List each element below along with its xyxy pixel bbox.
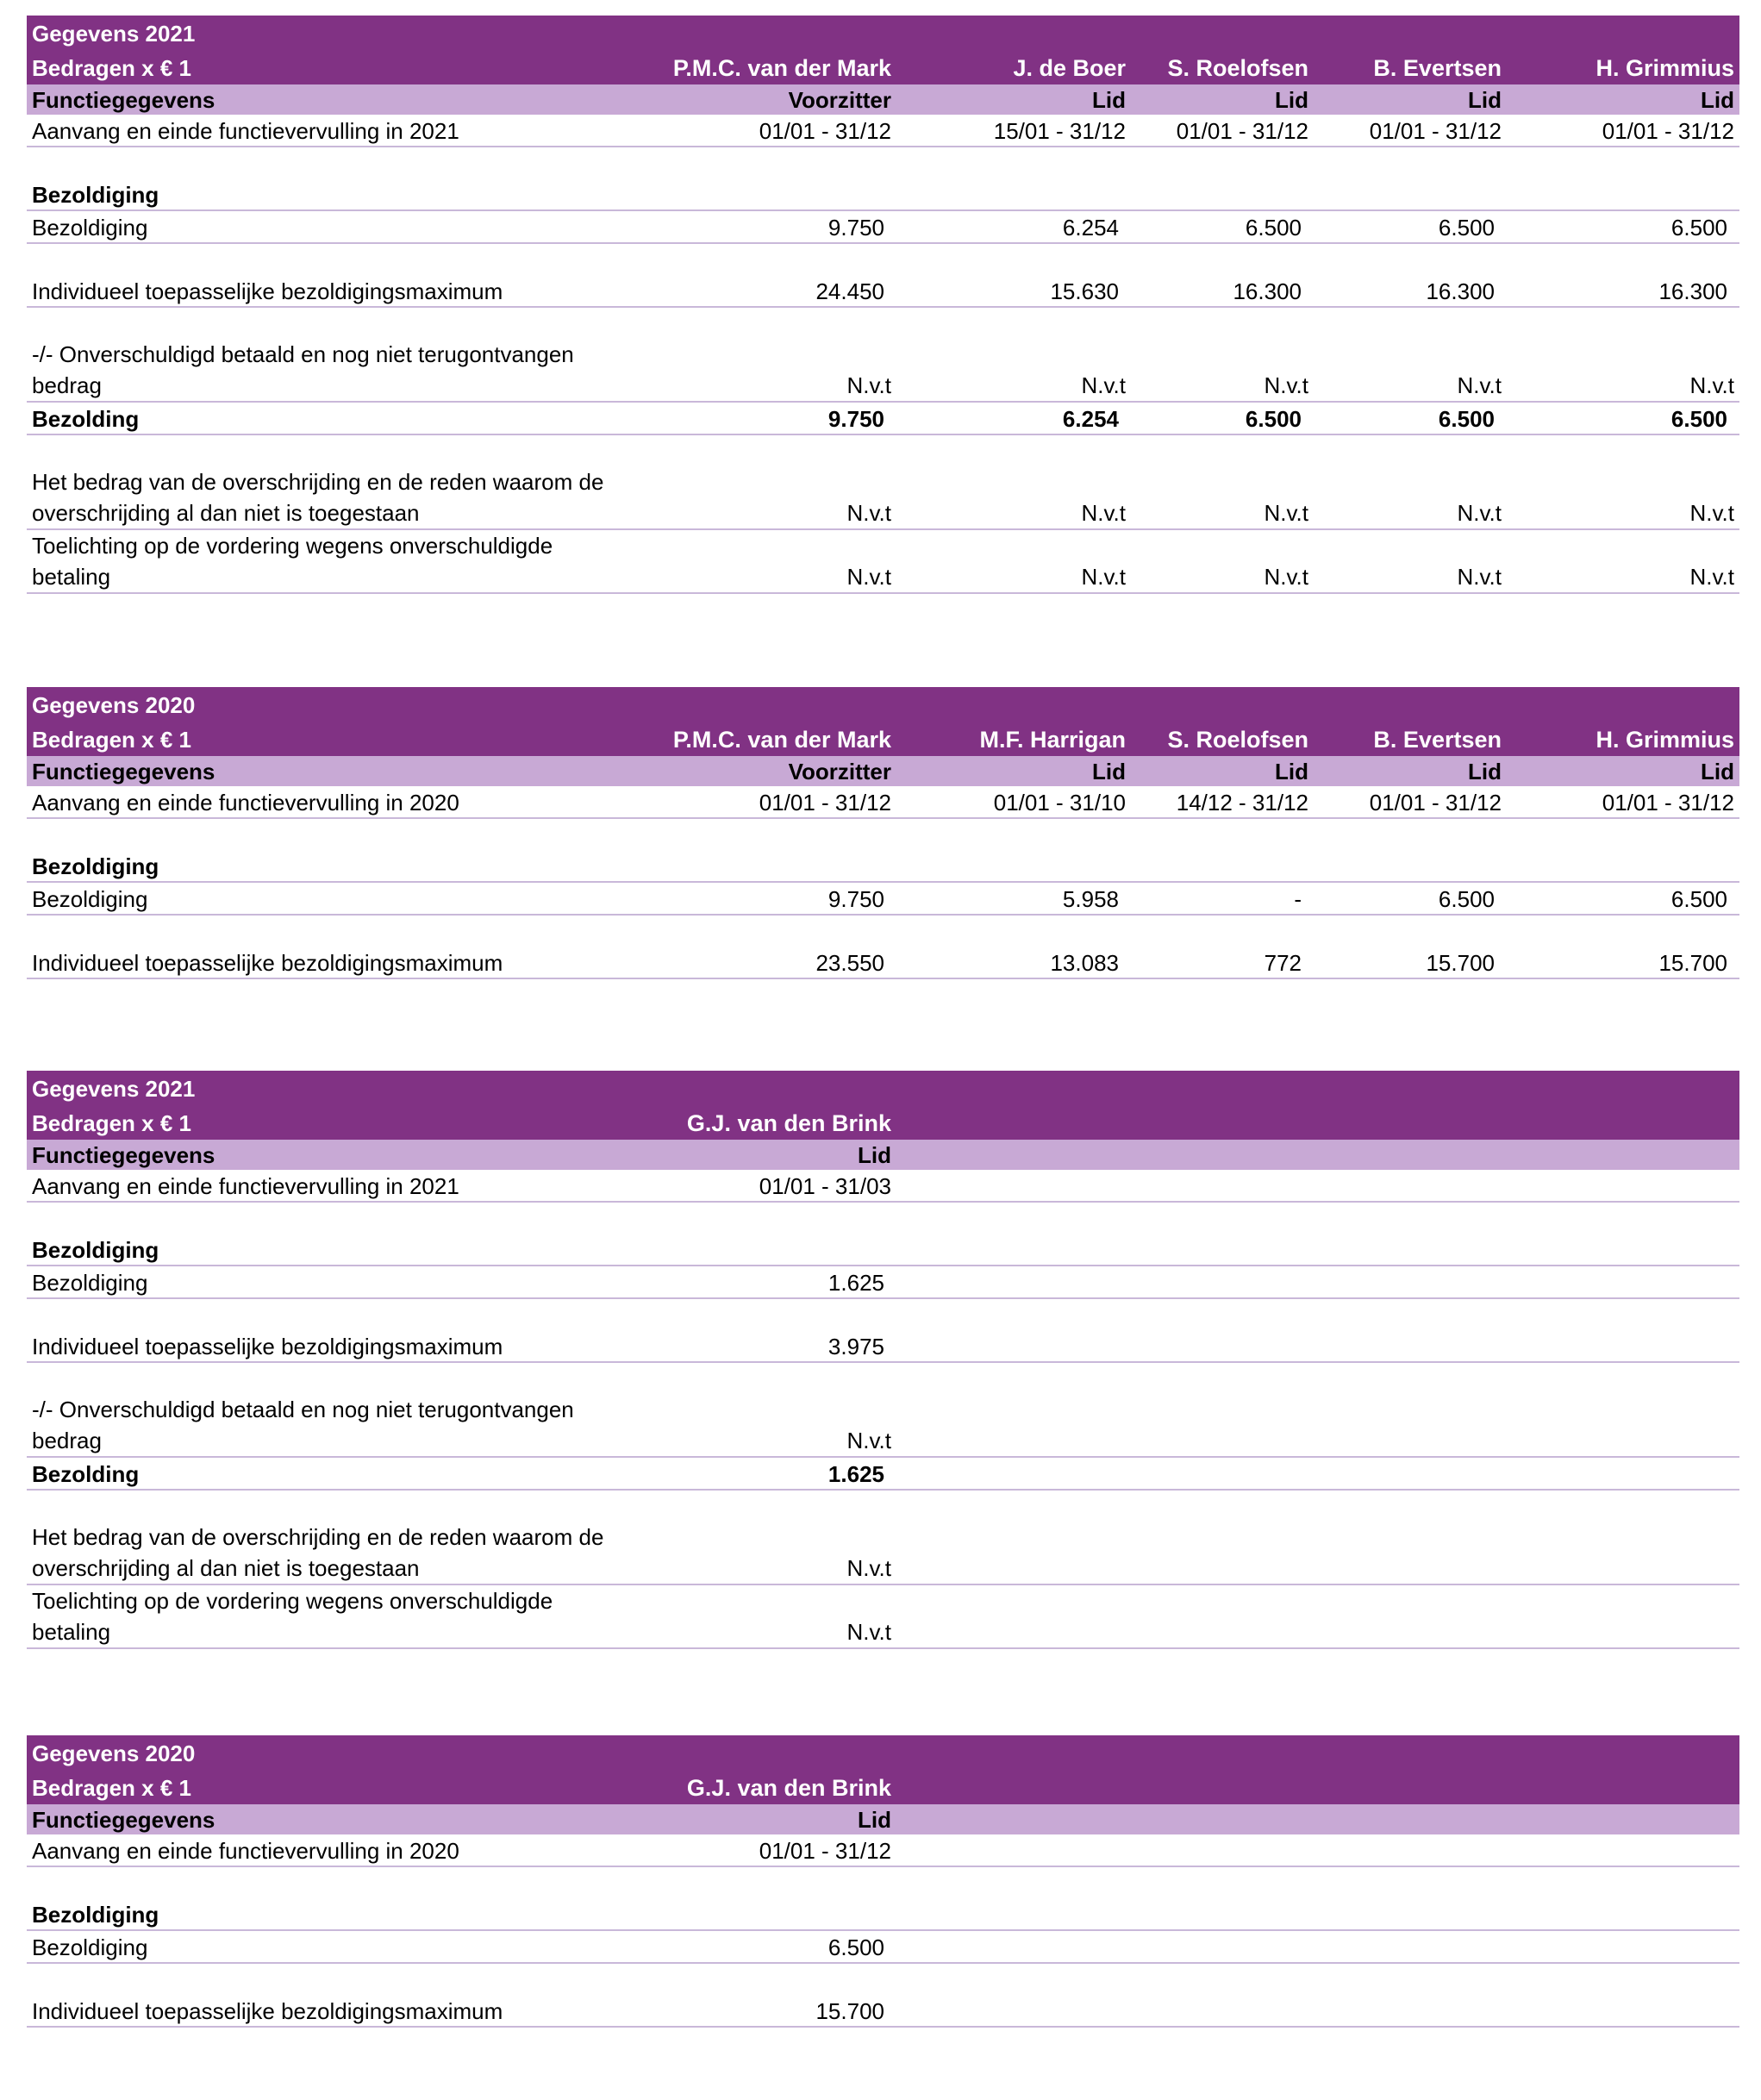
table-title-row xyxy=(27,687,1739,722)
person-name: S. Roelofsen xyxy=(1131,50,1314,84)
period-value: 01/01 - 31/12 xyxy=(1131,115,1314,147)
period-row xyxy=(27,1170,1739,1202)
function-value: Lid xyxy=(1131,84,1314,115)
bezoldiging-value: 9.750 xyxy=(635,882,896,915)
toelichting-label: Toelichting op de vordering wegens onverschuldigde betaling xyxy=(27,529,635,593)
maximum-label: Individueel toepasselijke bezoldigingsmaximum xyxy=(27,1995,635,2027)
bezoldiging-label: Bezoldiging xyxy=(27,1266,635,1298)
bezoldiging-row xyxy=(27,210,1739,243)
table-title: Gegevens 2021 xyxy=(27,16,635,50)
onverschuldigd-row xyxy=(27,1394,1739,1457)
toelichting-row xyxy=(27,529,1739,593)
maximum-value: 24.450 xyxy=(635,275,896,307)
function-row xyxy=(27,1140,1739,1170)
period-row xyxy=(27,115,1739,147)
overschrijding-row xyxy=(27,1522,1739,1584)
wnt-table-2020-van-den-brink xyxy=(27,1735,1739,2028)
bezolding-total-value: 6.254 xyxy=(896,402,1131,434)
wnt-table-2020-bestuur xyxy=(27,687,1739,979)
period-value: 01/01 - 31/12 xyxy=(635,786,896,818)
overschrijding-value: N.v.t xyxy=(1131,466,1314,529)
overschrijding-value: N.v.t xyxy=(896,466,1131,529)
person-name: S. Roelofsen xyxy=(1131,722,1314,756)
table-title: Gegevens 2021 xyxy=(27,1071,635,1105)
period-value: 01/01 - 31/12 xyxy=(635,115,896,147)
names-row xyxy=(27,1770,1739,1804)
period-label: Aanvang en einde functievervulling in 2020 xyxy=(27,1834,635,1866)
onverschuldigd-row xyxy=(27,339,1739,402)
onverschuldigd-value: N.v.t xyxy=(896,339,1131,402)
bezoldiging-label: Bezoldiging xyxy=(27,882,635,915)
bezoldiging-value: 6.500 xyxy=(1314,882,1507,915)
section-heading: Bezoldiging xyxy=(27,850,635,882)
period-value: 01/01 - 31/12 xyxy=(635,1834,896,1866)
toelichting-value: N.v.t xyxy=(896,529,1131,593)
amounts-unit-label: Bedragen x € 1 xyxy=(27,1105,635,1140)
onverschuldigd-value: N.v.t xyxy=(1507,339,1739,402)
bezoldiging-value: 9.750 xyxy=(635,210,896,243)
bezoldiging-value: 6.500 xyxy=(1507,210,1739,243)
section-heading-row xyxy=(27,178,1739,210)
function-value: Lid xyxy=(635,1804,896,1834)
period-label: Aanvang en einde functievervulling in 2021 xyxy=(27,1170,635,1202)
function-value: Lid xyxy=(1507,756,1739,786)
toelichting-label: Toelichting op de vordering wegens onverschuldigde betaling xyxy=(27,1584,635,1648)
person-name: J. de Boer xyxy=(896,50,1131,84)
onverschuldigd-label: -/- Onverschuldigd betaald en nog niet terugontvangen bedrag xyxy=(27,1394,635,1457)
bezoldiging-label: Bezoldiging xyxy=(27,210,635,243)
bezoldiging-value: 6.254 xyxy=(896,210,1131,243)
onverschuldigd-value: N.v.t xyxy=(635,339,896,402)
function-label: Functiegegevens xyxy=(27,756,635,786)
function-row xyxy=(27,1804,1739,1834)
period-label: Aanvang en einde functievervulling in 2020 xyxy=(27,786,635,818)
function-value: Lid xyxy=(1314,756,1507,786)
period-label: Aanvang en einde functievervulling in 2021 xyxy=(27,115,635,147)
overschrijding-value: N.v.t xyxy=(1507,466,1739,529)
onverschuldigd-label: -/- Onverschuldigd betaald en nog niet terugontvangen bedrag xyxy=(27,339,635,402)
onverschuldigd-value: N.v.t xyxy=(1314,339,1507,402)
toelichting-value: N.v.t xyxy=(635,1584,896,1648)
maximum-value: 16.300 xyxy=(1131,275,1314,307)
names-row xyxy=(27,722,1739,756)
toelichting-value: N.v.t xyxy=(635,529,896,593)
person-name: P.M.C. van der Mark xyxy=(635,722,896,756)
table-title: Gegevens 2020 xyxy=(27,687,635,722)
names-row xyxy=(27,50,1739,84)
overschrijding-value: N.v.t xyxy=(635,1522,896,1584)
document-page xyxy=(27,16,1739,2028)
maximum-value: 15.700 xyxy=(1314,947,1507,978)
toelichting-value: N.v.t xyxy=(1507,529,1739,593)
toelichting-value: N.v.t xyxy=(1314,529,1507,593)
toelichting-row xyxy=(27,1584,1739,1648)
function-row xyxy=(27,84,1739,115)
maximum-value: 15.700 xyxy=(635,1995,896,2027)
section-heading: Bezoldiging xyxy=(27,1898,635,1930)
maximum-value: 16.300 xyxy=(1314,275,1507,307)
onverschuldigd-value: N.v.t xyxy=(1131,339,1314,402)
bezolding-total-row xyxy=(27,1457,1739,1490)
maximum-value: 15.630 xyxy=(896,275,1131,307)
maximum-row xyxy=(27,1330,1739,1362)
maximum-value: 3.975 xyxy=(635,1330,896,1362)
bezoldiging-value: - xyxy=(1131,882,1314,915)
bezoldiging-label: Bezoldiging xyxy=(27,1930,635,1963)
names-row xyxy=(27,1105,1739,1140)
bezolding-total-label: Bezolding xyxy=(27,402,635,434)
function-value: Lid xyxy=(1507,84,1739,115)
function-value: Lid xyxy=(1131,756,1314,786)
section-heading-row xyxy=(27,1234,1739,1266)
overschrijding-value: N.v.t xyxy=(635,466,896,529)
bezolding-total-value: 6.500 xyxy=(1131,402,1314,434)
bezolding-total-value: 1.625 xyxy=(635,1457,896,1490)
section-heading: Bezoldiging xyxy=(27,1234,635,1266)
period-value: 01/01 - 31/10 xyxy=(896,786,1131,818)
overschrijding-label: Het bedrag van de overschrijding en de reden waarom de overschrijding al dan niet is toegestaan xyxy=(27,466,635,529)
maximum-label: Individueel toepasselijke bezoldigingsmaximum xyxy=(27,947,635,978)
maximum-value: 16.300 xyxy=(1507,275,1739,307)
function-label: Functiegegevens xyxy=(27,84,635,115)
person-name: G.J. van den Brink xyxy=(635,1770,896,1804)
person-name: P.M.C. van der Mark xyxy=(635,50,896,84)
maximum-row xyxy=(27,947,1739,978)
person-name: G.J. van den Brink xyxy=(635,1105,896,1140)
bezolding-total-label: Bezolding xyxy=(27,1457,635,1490)
wnt-table-2021-bestuur xyxy=(27,16,1739,594)
section-heading-row xyxy=(27,850,1739,882)
person-name: M.F. Harrigan xyxy=(896,722,1131,756)
period-value: 14/12 - 31/12 xyxy=(1131,786,1314,818)
period-value: 01/01 - 31/12 xyxy=(1507,786,1739,818)
maximum-value: 13.083 xyxy=(896,947,1131,978)
maximum-value: 772 xyxy=(1131,947,1314,978)
section-heading-row xyxy=(27,1898,1739,1930)
function-row xyxy=(27,756,1739,786)
overschrijding-row xyxy=(27,466,1739,529)
onverschuldigd-value: N.v.t xyxy=(635,1394,896,1457)
wnt-table-2021-van-den-brink xyxy=(27,1071,1739,1649)
amounts-unit-label: Bedragen x € 1 xyxy=(27,50,635,84)
person-name: B. Evertsen xyxy=(1314,722,1507,756)
maximum-label: Individueel toepasselijke bezoldigingsmaximum xyxy=(27,1330,635,1362)
bezolding-total-value: 6.500 xyxy=(1507,402,1739,434)
bezolding-total-value: 9.750 xyxy=(635,402,896,434)
function-label: Functiegegevens xyxy=(27,1140,635,1170)
maximum-row xyxy=(27,1995,1739,2027)
bezoldiging-row xyxy=(27,1930,1739,1963)
bezoldiging-value: 6.500 xyxy=(1314,210,1507,243)
function-value: Lid xyxy=(896,84,1131,115)
bezoldiging-value: 6.500 xyxy=(1131,210,1314,243)
bezoldiging-value: 1.625 xyxy=(635,1266,896,1298)
bezoldiging-value: 6.500 xyxy=(635,1930,896,1963)
table-title: Gegevens 2020 xyxy=(27,1735,635,1770)
table-title-row xyxy=(27,1071,1739,1105)
period-value: 01/01 - 31/12 xyxy=(1314,786,1507,818)
period-value: 01/01 - 31/12 xyxy=(1507,115,1739,147)
bezoldiging-row xyxy=(27,1266,1739,1298)
period-row xyxy=(27,1834,1739,1866)
maximum-value: 15.700 xyxy=(1507,947,1739,978)
period-value: 15/01 - 31/12 xyxy=(896,115,1131,147)
bezolding-total-value: 6.500 xyxy=(1314,402,1507,434)
function-value: Lid xyxy=(635,1140,896,1170)
bezolding-total-row xyxy=(27,402,1739,434)
function-label: Functiegegevens xyxy=(27,1804,635,1834)
person-name: B. Evertsen xyxy=(1314,50,1507,84)
amounts-unit-label: Bedragen x € 1 xyxy=(27,722,635,756)
period-value: 01/01 - 31/03 xyxy=(635,1170,896,1202)
function-value: Voorzitter xyxy=(635,84,896,115)
period-row xyxy=(27,786,1739,818)
bezoldiging-value: 6.500 xyxy=(1507,882,1739,915)
maximum-row xyxy=(27,275,1739,307)
overschrijding-label: Het bedrag van de overschrijding en de reden waarom de overschrijding al dan niet is toegestaan xyxy=(27,1522,635,1584)
period-value: 01/01 - 31/12 xyxy=(1314,115,1507,147)
table-title-row xyxy=(27,1735,1739,1770)
function-value: Lid xyxy=(896,756,1131,786)
overschrijding-value: N.v.t xyxy=(1314,466,1507,529)
bezoldiging-row xyxy=(27,882,1739,915)
bezoldiging-value: 5.958 xyxy=(896,882,1131,915)
person-name: H. Grimmius xyxy=(1507,722,1739,756)
table-title-row xyxy=(27,16,1739,50)
maximum-value: 23.550 xyxy=(635,947,896,978)
function-value: Voorzitter xyxy=(635,756,896,786)
toelichting-value: N.v.t xyxy=(1131,529,1314,593)
person-name: H. Grimmius xyxy=(1507,50,1739,84)
amounts-unit-label: Bedragen x € 1 xyxy=(27,1770,635,1804)
function-value: Lid xyxy=(1314,84,1507,115)
maximum-label: Individueel toepasselijke bezoldigingsmaximum xyxy=(27,275,635,307)
section-heading: Bezoldiging xyxy=(27,178,635,210)
